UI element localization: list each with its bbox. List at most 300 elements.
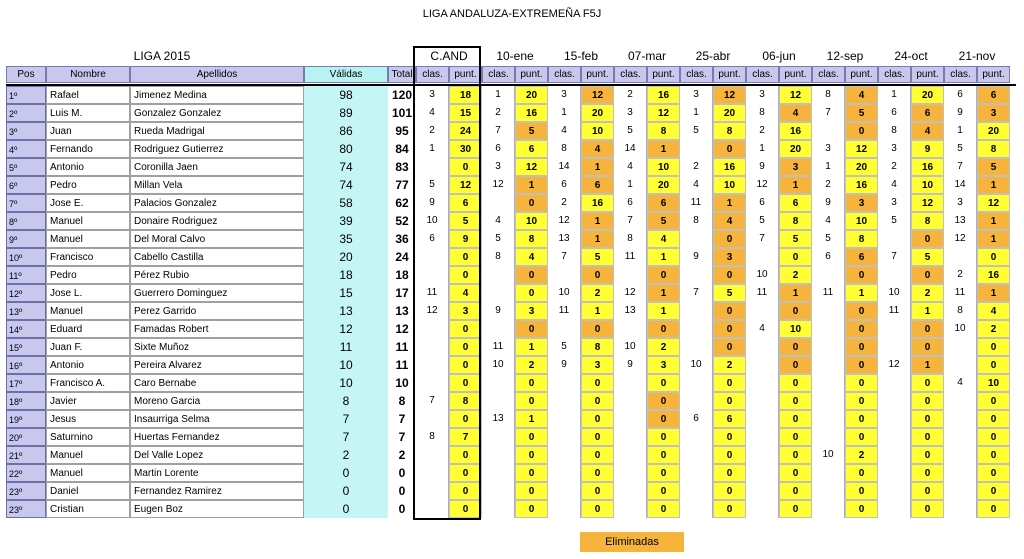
row-clas: 7 [812, 104, 845, 122]
row-punt: 0 [845, 374, 878, 392]
row-punt: 0 [713, 302, 746, 320]
row-nombre: Jesus [46, 410, 130, 428]
row-clas: 6 [680, 410, 713, 428]
row-punt: 0 [647, 374, 680, 392]
row-punt: 0 [779, 338, 812, 356]
row-punt: 0 [845, 410, 878, 428]
row-punt: 0 [977, 464, 1010, 482]
row-punt: 3 [713, 248, 746, 266]
row-nombre: Antonio [46, 158, 130, 176]
row-punt: 16 [581, 194, 614, 212]
row-clas [944, 338, 977, 356]
row-clas: 12 [944, 230, 977, 248]
row-clas [944, 500, 977, 518]
row-total: 17 [395, 286, 409, 300]
row-clas [878, 446, 911, 464]
row-pos: 23º [6, 500, 46, 518]
row-punt: 0 [845, 122, 878, 140]
row-punt: 0 [449, 266, 482, 284]
row-clas: 6 [944, 86, 977, 104]
row-nombre: Manuel [46, 446, 130, 464]
table-row [6, 194, 1016, 212]
row-clas [878, 392, 911, 410]
row-total: 13 [395, 304, 409, 318]
table-row [6, 284, 1016, 302]
row-clas: 7 [614, 212, 647, 230]
row-nombre: Manuel [46, 464, 130, 482]
row-punt: 0 [977, 428, 1010, 446]
row-clas: 10 [878, 284, 911, 302]
row-clas: 3 [548, 86, 581, 104]
row-punt: 0 [713, 140, 746, 158]
row-pos: 12º [6, 284, 46, 302]
row-pos: 16º [6, 356, 46, 374]
row-nombre: Manuel [46, 302, 130, 320]
row-clas: 8 [614, 230, 647, 248]
row-punt: 1 [647, 284, 680, 302]
row-punt: 0 [779, 248, 812, 266]
row-clas [614, 464, 647, 482]
row-clas: 5 [812, 230, 845, 248]
row-punt: 5 [713, 284, 746, 302]
row-clas [416, 374, 449, 392]
row-punt: 0 [779, 428, 812, 446]
row-punt: 0 [515, 482, 548, 500]
row-clas [746, 338, 779, 356]
row-punt: 10 [581, 122, 614, 140]
header-clas: clas. [746, 66, 779, 83]
row-clas [680, 320, 713, 338]
row-clas: 8 [878, 122, 911, 140]
row-clas [746, 302, 779, 320]
row-clas [548, 392, 581, 410]
row-nombre: Javier [46, 392, 130, 410]
row-clas [416, 410, 449, 428]
row-clas [548, 320, 581, 338]
row-clas [614, 392, 647, 410]
row-pos: 8º [6, 212, 46, 230]
row-clas [614, 428, 647, 446]
row-clas: 10 [680, 356, 713, 374]
row-validas: 98 [304, 86, 388, 104]
row-clas: 4 [416, 104, 449, 122]
table-row [6, 104, 1016, 122]
header-clas: clas. [548, 66, 581, 83]
row-punt: 10 [515, 212, 548, 230]
row-total: 83 [395, 160, 409, 174]
row-punt: 8 [845, 230, 878, 248]
row-punt: 8 [449, 392, 482, 410]
row-clas: 7 [416, 392, 449, 410]
row-punt: 20 [581, 104, 614, 122]
row-clas [482, 194, 515, 212]
row-clas: 1 [614, 176, 647, 194]
event-header: 12-sep [826, 49, 864, 63]
row-punt: 0 [515, 266, 548, 284]
row-total: 0 [398, 502, 406, 516]
row-punt: 1 [515, 410, 548, 428]
row-validas: 74 [304, 176, 388, 194]
row-clas: 8 [680, 212, 713, 230]
row-punt: 12 [581, 86, 614, 104]
row-clas [680, 464, 713, 482]
row-clas: 4 [878, 176, 911, 194]
row-clas: 4 [944, 374, 977, 392]
row-pos: 14º [6, 320, 46, 338]
row-punt: 0 [911, 338, 944, 356]
row-clas: 3 [878, 194, 911, 212]
row-clas [680, 374, 713, 392]
row-clas: 7 [944, 158, 977, 176]
row-clas: 2 [812, 176, 845, 194]
row-clas [812, 374, 845, 392]
row-validas: 89 [304, 104, 388, 122]
row-clas [746, 248, 779, 266]
row-punt: 0 [449, 482, 482, 500]
row-nombre: Juan F. [46, 338, 130, 356]
row-clas: 8 [812, 86, 845, 104]
row-punt: 10 [977, 374, 1010, 392]
row-punt: 1 [581, 212, 614, 230]
header-clas: clas. [482, 66, 515, 83]
header-validas: Válidas [304, 66, 388, 83]
row-clas [812, 356, 845, 374]
row-punt: 0 [845, 428, 878, 446]
row-clas: 1 [878, 86, 911, 104]
row-apellidos: Coronilla Jaen [130, 158, 304, 176]
row-pos: 9º [6, 230, 46, 248]
row-punt: 0 [581, 266, 614, 284]
row-clas [614, 410, 647, 428]
row-punt: 20 [977, 122, 1010, 140]
row-punt: 4 [449, 284, 482, 302]
row-clas: 11 [614, 248, 647, 266]
row-punt: 0 [845, 464, 878, 482]
row-punt: 16 [713, 158, 746, 176]
row-clas: 1 [482, 86, 515, 104]
row-punt: 10 [911, 176, 944, 194]
row-punt: 0 [449, 374, 482, 392]
row-punt: 3 [845, 194, 878, 212]
row-punt: 0 [647, 392, 680, 410]
row-punt: 1 [647, 140, 680, 158]
row-punt: 2 [515, 356, 548, 374]
row-punt: 0 [911, 500, 944, 518]
row-clas [944, 392, 977, 410]
row-clas: 1 [812, 158, 845, 176]
row-clas: 13 [482, 410, 515, 428]
row-validas: 13 [304, 302, 388, 320]
row-punt: 0 [911, 374, 944, 392]
row-punt: 0 [911, 446, 944, 464]
row-apellidos: Huertas Fernandez [130, 428, 304, 446]
row-punt: 1 [911, 302, 944, 320]
row-clas [680, 266, 713, 284]
row-nombre: Saturnino [46, 428, 130, 446]
header-clas: clas. [416, 66, 449, 83]
row-punt: 2 [647, 338, 680, 356]
row-validas: 10 [304, 374, 388, 392]
event-header: 21-nov [958, 49, 996, 63]
row-punt: 6 [449, 194, 482, 212]
row-total: 120 [391, 88, 413, 102]
row-validas: 7 [304, 410, 388, 428]
row-punt: 0 [581, 392, 614, 410]
table-row [6, 500, 1016, 518]
row-nombre: Antonio [46, 356, 130, 374]
row-clas [944, 482, 977, 500]
row-clas: 2 [680, 158, 713, 176]
row-pos: 19º [6, 410, 46, 428]
row-punt: 4 [515, 248, 548, 266]
event-header: 25-abr [695, 49, 731, 63]
row-punt: 0 [647, 320, 680, 338]
row-clas: 12 [416, 302, 449, 320]
row-clas [548, 374, 581, 392]
row-clas [812, 302, 845, 320]
row-clas [812, 464, 845, 482]
row-punt: 10 [647, 158, 680, 176]
row-punt: 16 [515, 104, 548, 122]
header-punt: punt. [713, 66, 746, 83]
table-row [6, 248, 1016, 266]
row-validas: 74 [304, 158, 388, 176]
table-row [6, 374, 1016, 392]
row-punt: 0 [713, 428, 746, 446]
row-punt: 0 [581, 464, 614, 482]
row-punt: 0 [449, 356, 482, 374]
table-row [6, 176, 1016, 194]
row-punt: 1 [647, 302, 680, 320]
row-punt: 0 [977, 356, 1010, 374]
row-pos: 15º [6, 338, 46, 356]
row-clas: 7 [878, 248, 911, 266]
row-pos: 11º [6, 266, 46, 284]
row-nombre: Manuel [46, 230, 130, 248]
row-validas: 18 [304, 266, 388, 284]
row-punt: 12 [845, 140, 878, 158]
row-apellidos: Millan Vela [130, 176, 304, 194]
row-clas [944, 356, 977, 374]
row-clas: 4 [614, 158, 647, 176]
row-clas [680, 302, 713, 320]
row-clas [878, 266, 911, 284]
row-punt: 0 [647, 428, 680, 446]
row-pos: 4º [6, 140, 46, 158]
row-clas [416, 266, 449, 284]
row-pos: 1º [6, 86, 46, 104]
event-header: 24-oct [894, 49, 928, 63]
row-validas: 80 [304, 140, 388, 158]
row-nombre: Cristian [46, 500, 130, 518]
row-clas: 2 [416, 122, 449, 140]
row-clas [416, 338, 449, 356]
row-punt: 16 [977, 266, 1010, 284]
row-punt: 0 [713, 482, 746, 500]
row-clas: 7 [482, 122, 515, 140]
row-punt: 8 [647, 122, 680, 140]
row-validas: 8 [304, 392, 388, 410]
row-pos: 3º [6, 122, 46, 140]
row-punt: 2 [713, 356, 746, 374]
row-clas: 12 [482, 176, 515, 194]
header-punt: punt. [779, 66, 812, 83]
row-clas [746, 392, 779, 410]
row-clas: 9 [680, 248, 713, 266]
row-punt: 0 [515, 374, 548, 392]
header-clas: clas. [812, 66, 845, 83]
event-header: C.AND [430, 49, 468, 63]
row-total: 0 [398, 484, 406, 498]
row-punt: 0 [845, 338, 878, 356]
row-validas: 2 [304, 446, 388, 464]
row-clas [614, 320, 647, 338]
row-validas: 0 [304, 482, 388, 500]
row-punt: 8 [911, 212, 944, 230]
row-clas: 12 [548, 212, 581, 230]
row-apellidos: Del Valle Lopez [130, 446, 304, 464]
row-punt: 6 [977, 86, 1010, 104]
liga-label: LIGA 2015 [133, 49, 191, 63]
row-clas [944, 464, 977, 482]
row-clas [746, 410, 779, 428]
row-clas: 1 [746, 140, 779, 158]
row-punt: 6 [713, 410, 746, 428]
row-punt: 0 [581, 428, 614, 446]
row-clas: 6 [416, 230, 449, 248]
row-punt: 1 [977, 176, 1010, 194]
row-apellidos: Del Moral Calvo [130, 230, 304, 248]
row-punt: 1 [845, 284, 878, 302]
row-clas [416, 446, 449, 464]
row-clas [812, 500, 845, 518]
row-punt: 1 [581, 230, 614, 248]
row-punt: 1 [515, 338, 548, 356]
row-punt: 0 [713, 338, 746, 356]
row-nombre: Juan [46, 122, 130, 140]
row-pos: 10º [6, 248, 46, 266]
row-clas [482, 374, 515, 392]
row-clas [944, 248, 977, 266]
table-row [6, 158, 1016, 176]
row-clas [746, 500, 779, 518]
row-apellidos: Gonzalez Gonzalez [130, 104, 304, 122]
row-total: 84 [395, 142, 409, 156]
row-nombre: Luis M. [46, 104, 130, 122]
row-apellidos: Caro Bernabe [130, 374, 304, 392]
header-punt: punt. [515, 66, 548, 83]
row-clas [680, 446, 713, 464]
row-clas [746, 482, 779, 500]
row-clas: 5 [614, 122, 647, 140]
row-clas [878, 374, 911, 392]
row-clas: 8 [944, 302, 977, 320]
row-punt: 0 [845, 500, 878, 518]
row-punt: 1 [713, 194, 746, 212]
row-apellidos: Famadas Robert [130, 320, 304, 338]
table-row [6, 428, 1016, 446]
row-punt: 20 [779, 140, 812, 158]
row-clas: 11 [812, 284, 845, 302]
row-total: 62 [395, 196, 409, 210]
row-clas: 14 [944, 176, 977, 194]
row-validas: 58 [304, 194, 388, 212]
row-validas: 86 [304, 122, 388, 140]
row-punt: 5 [911, 248, 944, 266]
row-punt: 0 [845, 392, 878, 410]
row-punt: 0 [713, 500, 746, 518]
row-punt: 5 [581, 248, 614, 266]
row-clas: 11 [746, 284, 779, 302]
row-clas: 1 [416, 140, 449, 158]
row-apellidos: Fernandez Ramirez [130, 482, 304, 500]
row-clas [746, 428, 779, 446]
row-clas [614, 374, 647, 392]
table-row [6, 482, 1016, 500]
table-row [6, 338, 1016, 356]
row-total: 7 [398, 430, 406, 444]
row-clas [482, 428, 515, 446]
row-clas: 7 [548, 248, 581, 266]
header-clas: clas. [614, 66, 647, 83]
row-clas: 12 [614, 284, 647, 302]
row-clas: 4 [680, 176, 713, 194]
row-punt: 5 [845, 104, 878, 122]
row-clas [878, 428, 911, 446]
row-clas: 13 [614, 302, 647, 320]
row-clas: 8 [416, 428, 449, 446]
row-clas: 2 [548, 194, 581, 212]
row-clas: 13 [548, 230, 581, 248]
row-clas [944, 410, 977, 428]
row-clas: 3 [878, 140, 911, 158]
row-punt: 0 [515, 500, 548, 518]
row-clas: 10 [746, 266, 779, 284]
row-punt: 8 [515, 230, 548, 248]
row-clas: 2 [746, 122, 779, 140]
row-punt: 0 [713, 266, 746, 284]
row-clas [416, 482, 449, 500]
row-punt: 0 [449, 500, 482, 518]
row-total: 7 [398, 412, 406, 426]
row-clas [680, 428, 713, 446]
table-row [6, 86, 1016, 104]
row-apellidos: Moreno Garcia [130, 392, 304, 410]
row-clas [812, 266, 845, 284]
row-punt: 6 [845, 248, 878, 266]
row-punt: 6 [911, 104, 944, 122]
row-clas [482, 464, 515, 482]
row-clas [482, 446, 515, 464]
row-clas [746, 446, 779, 464]
row-pos: 23º [6, 482, 46, 500]
row-clas [482, 392, 515, 410]
row-apellidos: Jimenez Medina [130, 86, 304, 104]
row-punt: 4 [845, 86, 878, 104]
row-apellidos: Rueda Madrigal [130, 122, 304, 140]
row-punt: 16 [647, 86, 680, 104]
table-row [6, 230, 1016, 248]
row-punt: 20 [845, 158, 878, 176]
row-clas: 12 [878, 356, 911, 374]
row-punt: 0 [515, 392, 548, 410]
row-punt: 0 [977, 248, 1010, 266]
row-punt: 12 [647, 104, 680, 122]
row-apellidos: Donaire Rodriguez [130, 212, 304, 230]
row-clas: 2 [878, 158, 911, 176]
row-punt: 0 [977, 410, 1010, 428]
row-clas [416, 356, 449, 374]
